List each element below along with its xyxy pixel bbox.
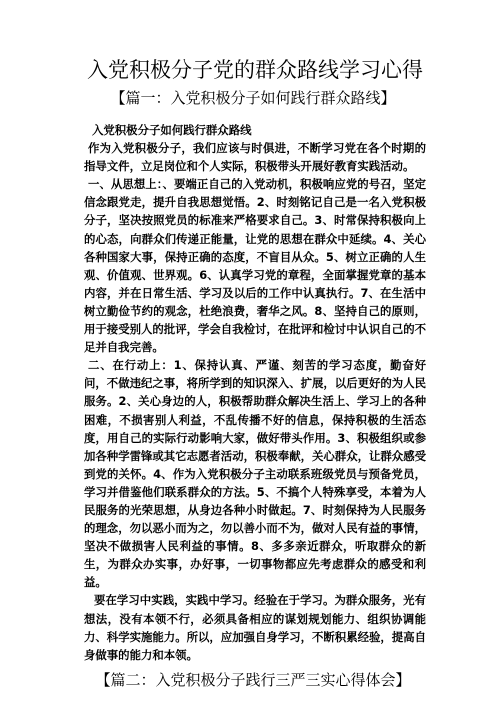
document-title: 入党积极分子党的群众路线学习心得 [87, 58, 423, 82]
paragraph-intro: 作为入党积极分子，我们应该与时俱进，不断学习党在各个时期的指导文件，立足岗位和个人实际，积极带头开展好教育实践活动。 [84, 141, 426, 174]
document-body [84, 121, 426, 664]
paragraph-subtitle: 入党积极分子如何践行群众路线 [92, 123, 252, 137]
section-2-heading: 【篇二：入党积极分子践行三严三实心得体会】 [95, 670, 411, 689]
paragraph-ideology: 一、从思想上：、要端正自己的入党动机，积极响应党的号召，坚定信念跟党走，提升自我思想觉悟。2、时刻铭记自己是一名入党积极分子，坚决按照党员的标准来严格要求自己。3、时常保持积极向上的心态，向群众们传递正能量，让党的思想在群众中延续。4、关心各种国家大事，保持正确的态度，不盲目从众。5、树立正确的人生观、价值观、世界观。6、认真学习党的章程，全面掌握党章的基本内容，并在日常生活、学习及以后的工作中认真执行。7、在生活中树立勤俭节约的观念，杜绝浪费，奢华之风。8、坚持自己的原则，用于接受别人的批评，学会自我检讨，在批评和检讨中认识自己的不足并自我完善。 [84, 177, 426, 355]
paragraph-practice: 要在学习中实践，实践中学习。经验在于学习。为群众服务，光有想法，没有本领不行，必须具备相应的谋划规划能力、组织协调能力、科学实施能力。所以，应加强自身学习，不断积累经验，提高自身做事的能力和本领。 [84, 593, 426, 662]
paragraph-action: 二、在行动上：1、保持认真、严谨、刻苦的学习态度，勤奋好问，不做违纪之事，将所学到的知识深入、扩展，以后更好的为人民服务。2、关心身边的人，积极帮助群众解决生活上、学习上的各种困难，不损害别人利益，不乱传播不好的信息，保持积极的生活态度，用自己的实际行动影响大家，做好带头作用。3、积极组织或参加各种学雷锋或其它志愿者活动，积极奉献，关心群众，让群众感受到党的关怀。4、作为入党积极分子主动联系班级党员与预备党员，学习并借鉴他们联系群众的方法。5、不搞个人特殊享受，本着为人民服务的光荣思想，从身边各种小时做起。7、时刻保持为人民服务的理念，勿以恶小而为之，勿以善小而不为，做对人民有益的事情，坚决不做损害人民利益的事情。8、多多亲近群众，听取群众的新生，为群众办实事，办好事，一切事物都应先考虑群众的感受和利益。 [84, 358, 426, 590]
section-1-heading: 【篇一：入党积极分子如何践行群众路线】 [110, 89, 396, 107]
